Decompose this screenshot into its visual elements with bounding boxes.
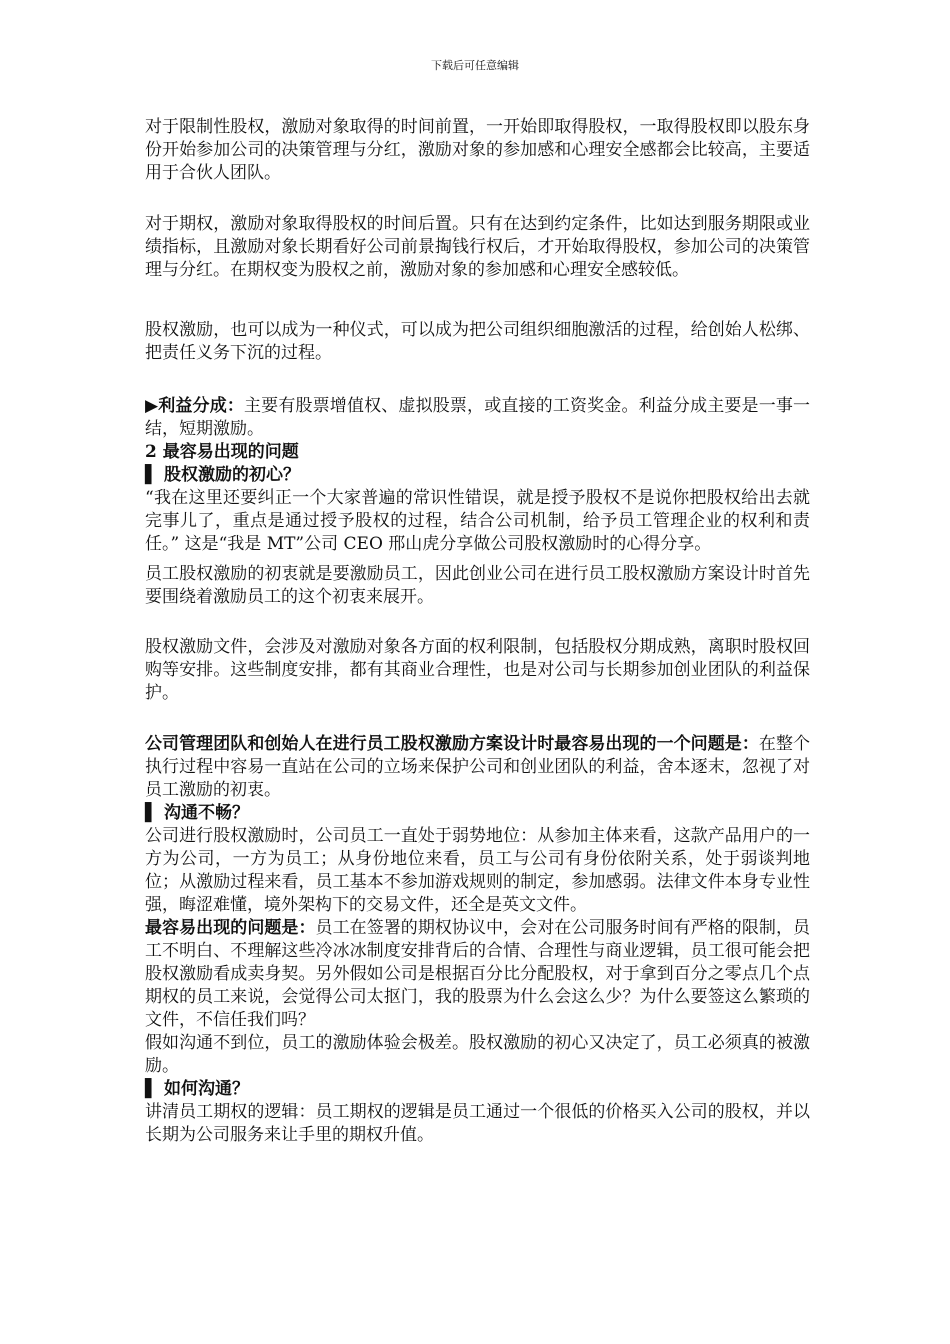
common-problem-label: 公司管理团队和创始人在进行员工股权激励方案设计时最容易出现的一个问题是： [145, 734, 759, 754]
paragraph-most-common-issue [145, 917, 810, 1032]
subheading-poor-communication: ▌ 沟通不畅？ [145, 803, 249, 823]
paragraph-intent: 员工股权激励的初衷就是要激励员工，因此创业公司在进行员工股权激励方案设计时首先要围绕着激励员工的这个初衷来展开。 [145, 564, 810, 607]
paragraph-common-problem [145, 733, 810, 802]
subheading-how-to-communicate: ▌ 如何沟通？ [145, 1079, 249, 1099]
paragraph-weak-position: 公司进行股权激励时，公司员工一直处于弱势地位：从参加主体来看，这款产品用户的一方为公司，一方为员工；从身份地位来看，员工与公司有身份依附关系，处于弱谈判地位；从激励过程来看，员工基本不参加游戏规则的制定，参加感弱。法律文件本身专业性强，晦涩难懂，境外架构下的交易文件，还全是英文文件。 [145, 826, 810, 915]
section-heading: 2 最容易出现的问题 [145, 442, 299, 462]
paragraph-options: 对于期权，激励对象取得股权的时间后置。只有在达到约定条件，比如达到服务期限或业绩指标，且激励对象长期看好公司前景掏钱行权后，才开始取得股权，参加公司的决策管理与分红。在期权变为股权之前，激励对象的参加感和心理安全感较低。 [145, 214, 810, 280]
most-common-issue-text: 员工在签署的期权协议中，会对在公司服务时间有严格的限制，员工不明白、不理解这些冷冰冰制度安排背后的合情、合理性与商业逻辑，员工很可能会把股权激励看成卖身契。另外假如公司是根据百分比分配股权，对于拿到百分之零点几个点期权的员工来说，会觉得公司太抠门，我的股票为什么会这么少？为什么要签这么繁琐的文件，不信任我们吗？ [145, 918, 811, 1030]
paragraph-documents: 股权激励文件，会涉及对激励对象各方面的权利限制，包括股权分期成熟，离职时股权回购等安排。这些制度安排，都有其商业合理性，也是对公司与长期参加创业团队的利益保护。 [145, 637, 810, 703]
most-common-issue-label: 最容易出现的问题是： [145, 918, 316, 938]
paragraph-profit-sharing [145, 395, 810, 441]
document-body [145, 116, 810, 1147]
page-header: 下载后可任意编辑 [431, 59, 519, 72]
paragraph-ritual: 股权激励，也可以成为一种仪式，可以成为把公司组织细胞激活的过程，给创始人松绑、把责任义务下沉的过程。 [145, 320, 810, 363]
profit-sharing-label: ▶利益分成： [145, 396, 245, 416]
paragraph-experience: 假如沟通不到位，员工的激励体验会极差。股权激励的初心又决定了，员工必须真的被激励。 [145, 1033, 810, 1076]
common-problem-text: 在整个执行过程中容易一直站在公司的立场来保护公司和创业团队的利益，舍本逐末，忽视了对员工激励的初衷。 [145, 734, 811, 800]
paragraph-quote: “我在这里还要纠正一个大家普遍的常识性错误，就是授予股权不是说你把股权给出去就完事儿了，重点是通过授予股权的过程，结合公司机制，给予员工管理企业的权利和责任。” 这是“我是 MT”公司 CEO 邢山虎分享做公司股权激励时的心得分享。 [145, 488, 810, 554]
paragraph-restricted-stock: 对于限制性股权，激励对象取得的时间前置，一开始即取得股权，一取得股权即以股东身份开始参加公司的决策管理与分红，激励对象的参加感和心理安全感都会比较高，主要适用于合伙人团队。 [145, 117, 810, 183]
paragraph-option-logic: 讲清员工期权的逻辑：员工期权的逻辑是员工通过一个很低的价格买入公司的股权，并以长期为公司服务来让手里的期权升值。 [145, 1102, 810, 1145]
subheading-original-intent: ▌ 股权激励的初心？ [145, 465, 300, 485]
profit-sharing-text: 主要有股票增值权、虚拟股票，或直接的工资奖金。利益分成主要是一事一结，短期激励。 [145, 396, 811, 439]
